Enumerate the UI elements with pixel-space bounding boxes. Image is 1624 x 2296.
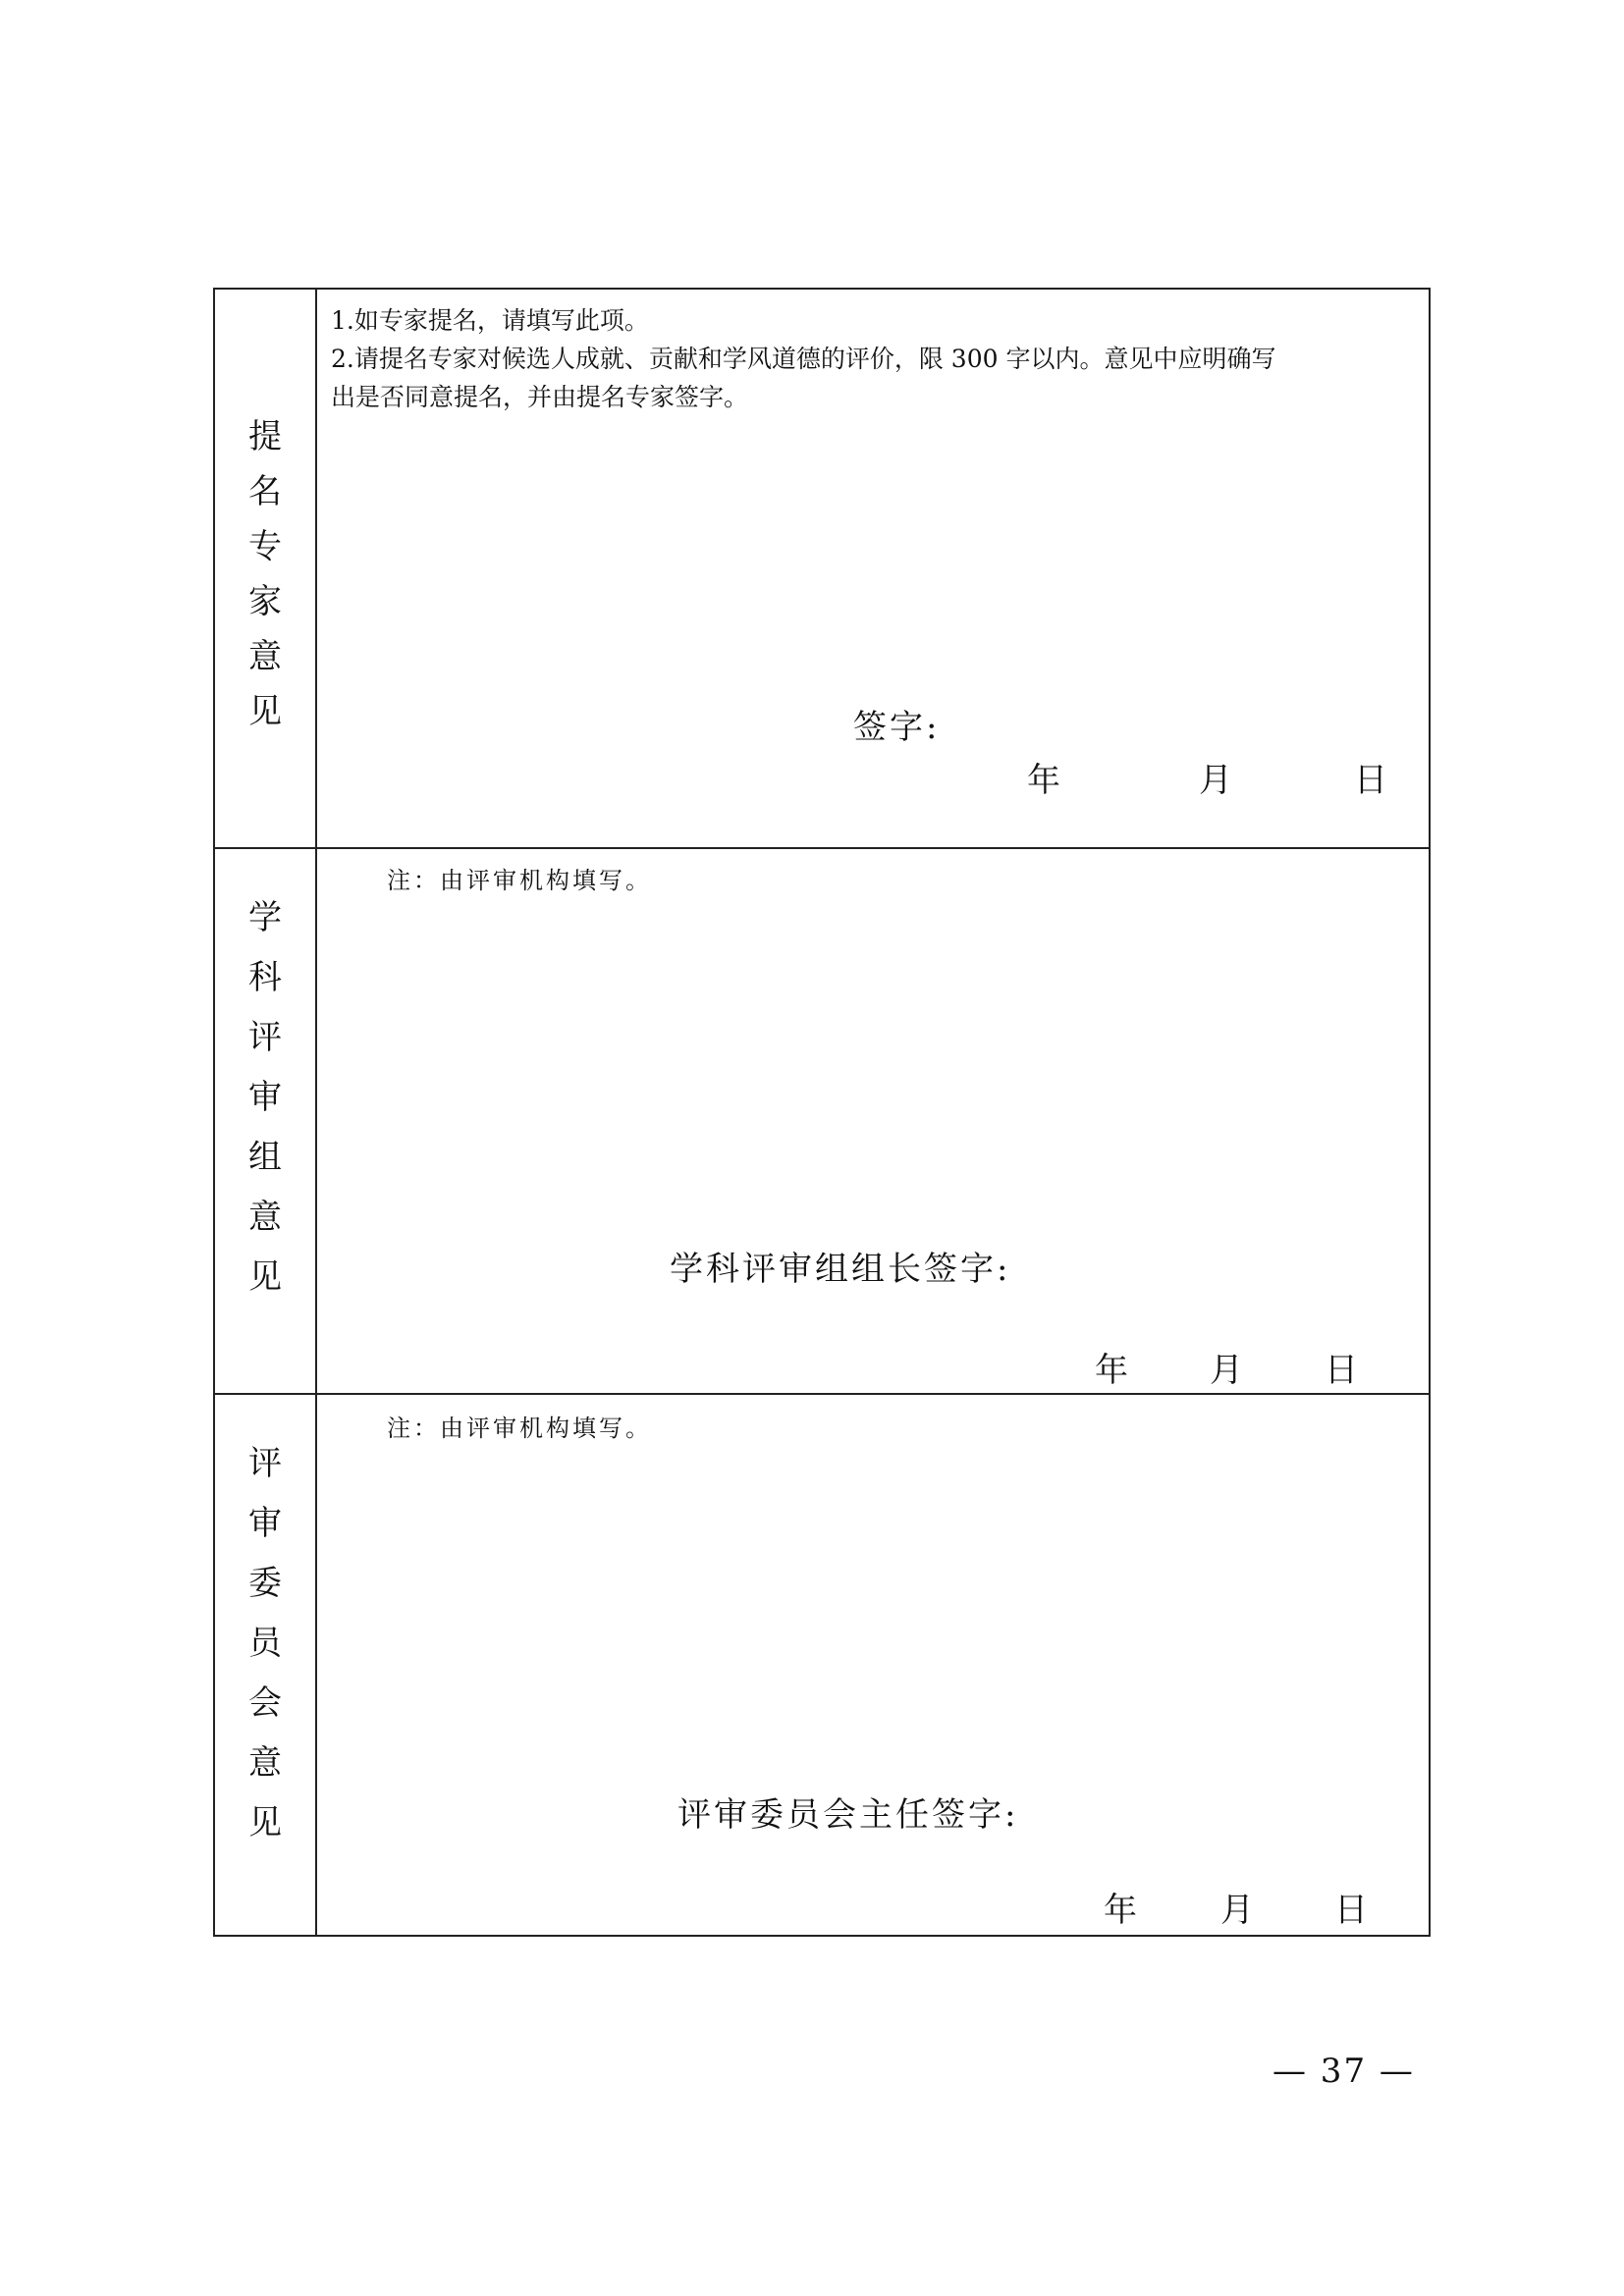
committee-label-cell bbox=[215, 1395, 317, 1937]
label-char: 学 bbox=[248, 898, 282, 937]
signature-label: 签字: bbox=[853, 708, 941, 747]
label-char: 会 bbox=[248, 1683, 282, 1723]
subject-panel-vertical-label bbox=[215, 888, 315, 1308]
instruction-line-1: 1.如专家提名，请填写此项。 bbox=[331, 306, 649, 335]
filler-note: 注：由评审机构填写。 bbox=[387, 1415, 652, 1442]
filler-note: 注：由评审机构填写。 bbox=[387, 867, 652, 894]
label-char: 员 bbox=[248, 1624, 282, 1663]
signature-label: 学科评审组组长签字: bbox=[670, 1250, 1011, 1289]
subject-panel-content-cell[interactable] bbox=[317, 849, 1429, 1393]
review-form-table bbox=[213, 288, 1431, 1937]
label-char: 组 bbox=[248, 1138, 282, 1177]
label-char: 意 bbox=[248, 1198, 282, 1237]
label-char: 科 bbox=[248, 958, 282, 997]
label-char: 名 bbox=[248, 472, 282, 511]
subject-panel-opinion-section bbox=[215, 847, 1429, 1393]
committee-content-cell[interactable] bbox=[317, 1395, 1429, 1937]
subject-panel-label-cell bbox=[215, 849, 317, 1393]
label-char: 委 bbox=[248, 1564, 282, 1603]
expert-opinion-label-cell bbox=[215, 290, 317, 847]
label-char: 审 bbox=[248, 1078, 282, 1117]
label-char: 专 bbox=[248, 527, 282, 566]
committee-vertical-label bbox=[215, 1434, 315, 1853]
date-year: 年 bbox=[1104, 1891, 1137, 1930]
signature-label: 评审委员会主任签字: bbox=[677, 1795, 1019, 1835]
date-month: 月 bbox=[1199, 761, 1232, 800]
expert-opinion-content-cell[interactable] bbox=[317, 290, 1429, 847]
label-char: 评 bbox=[248, 1444, 282, 1483]
date-year: 年 bbox=[1095, 1351, 1128, 1390]
label-char: 见 bbox=[248, 1803, 282, 1842]
expert-opinion-section bbox=[215, 290, 1429, 847]
label-char: 提 bbox=[248, 417, 282, 456]
page-number: — 37 — bbox=[1272, 2052, 1415, 2091]
date-day: 日 bbox=[1334, 1891, 1368, 1930]
date-day: 日 bbox=[1354, 761, 1387, 800]
label-char: 家 bbox=[248, 582, 282, 621]
label-char: 见 bbox=[248, 692, 282, 731]
committee-opinion-section bbox=[215, 1393, 1429, 1937]
expert-opinion-vertical-label bbox=[215, 409, 315, 739]
label-char: 意 bbox=[248, 637, 282, 676]
instruction-line-3: 出是否同意提名，并由提名专家签字。 bbox=[331, 383, 749, 411]
label-char: 意 bbox=[248, 1743, 282, 1783]
date-year: 年 bbox=[1027, 761, 1060, 800]
label-char: 见 bbox=[248, 1257, 282, 1297]
instruction-line-2: 2.请提名专家对候选人成就、贡献和学风道德的评价，限 300 字以内。意见中应明确写 bbox=[331, 345, 1276, 373]
label-char: 评 bbox=[248, 1018, 282, 1057]
date-day: 日 bbox=[1325, 1351, 1358, 1390]
date-month: 月 bbox=[1220, 1891, 1254, 1930]
label-char: 审 bbox=[248, 1504, 282, 1543]
date-month: 月 bbox=[1210, 1351, 1243, 1390]
